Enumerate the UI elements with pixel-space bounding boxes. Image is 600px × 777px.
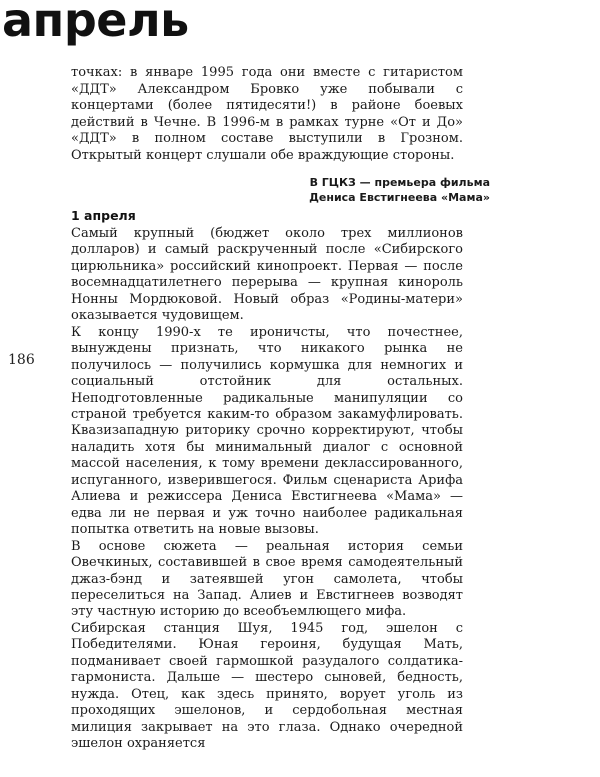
intro-paragraph-block	[71, 65, 463, 165]
month-title: апрель	[2, 0, 189, 47]
event-note	[280, 176, 490, 205]
article-paragraph: К концу 1990-х те ироничсты, что почестнее, вынуждены признать, что никакого рынка не получилось — получились кормушка для немногих и социальный отстойник для остальных. Неподготовленные радикальные манипуляции со страной требуется каким-то образом закамуфлировать. Квазизападную риторику срочно корректируют, чтобы наладить хотя бы минимальный диалог с основной массой населения, к тому времени деклассированного, испуганного, изверившегося. Фильм сценариста Арифа Алиева и режиссера Дениса Евстигнеева «Мама» — едва ли не первая и уж точно наиболее радикальная попытка ответить на новые вызовы.	[71, 324, 463, 538]
entry-article	[71, 226, 463, 753]
intro-paragraph: точках: в январе 1995 года они вместе с гитаристом «ДДТ» Александром Бровко уже побывали с концертами (более пятидесяти!) в районе боевых действий в Чечне. В 1996-м в рамках турне «От и До» «ДДТ» в полном составе выступили в Грозном. Открытый концерт слушали обе враждующие стороны.	[71, 65, 463, 163]
page-number: 186	[8, 352, 35, 368]
article-paragraph: Самый крупный (бюджет около трех миллионов долларов) и самый раскрученный после «Сибирского цирюльника» российский кинопроект. Первая — после восемнадцатилетнего перерыва — крупная кинороль Нонны Мордюковой. Новый образ «Родины-матери» оказывается чудовищем.	[71, 226, 463, 324]
event-note-line-2: Дениса Евстигнеева «Мама»	[309, 190, 490, 204]
article-paragraph: В основе сюжета — реальная история семьи Овечкиных, составившей в свое время самодеятельный джаз-бэнд и затеявшей угон самолета, чтобы переселиться на Запад. Алиев и Евстигнеев возводят эту частную историю до всеобъемлющего мифа.	[71, 538, 463, 620]
entry-date-heading: 1 апреля	[71, 208, 136, 223]
event-note-line-1: В ГЦКЗ — премьера фильма	[309, 176, 490, 189]
article-paragraph: Сибирская станция Шуя, 1945 год, эшелон с Победителями. Юная героиня, будущая Мать, подманивает своей гармошкой разудалого солдатика-гармониста. Дальше — шестеро сыновей, бедность, нужда. Отец, как здесь принято, ворует уголь из проходящих эшелонов, и сердобольная местная милиция закрывает на это глаза. Однако очередной эшелон охраняется	[71, 620, 463, 752]
